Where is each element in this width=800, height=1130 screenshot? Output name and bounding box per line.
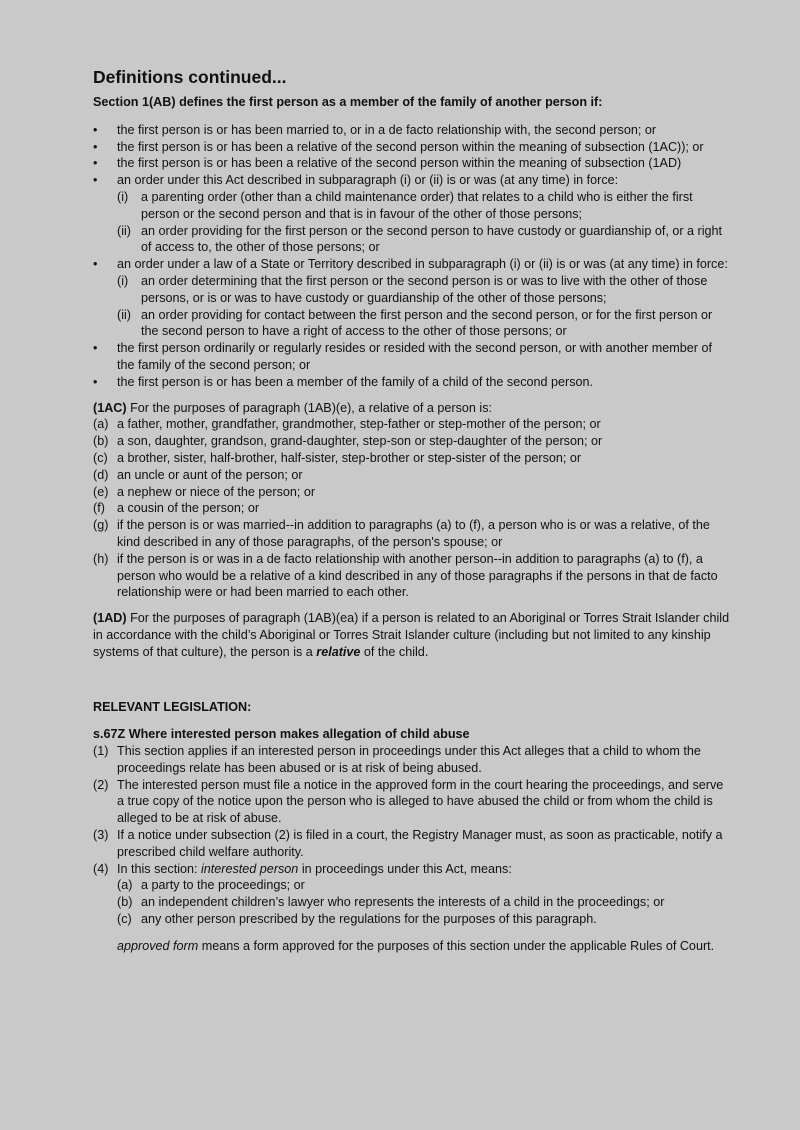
bullet-icon: • xyxy=(93,374,98,389)
sub-list xyxy=(117,273,730,340)
list-item: • an order under this Act described in subparagraph (i) or (ii) is or was (at any time) in force: (i) a parenting order (other than a child maintenance order) that relates to a child who is either the first person or the second person and that is in favour of the other of those persons; (ii) an order providing for the first person or the second person to have custody or guardianship of, or a right of access to, the other of those persons; or xyxy=(93,172,730,256)
list-item: • the first person is or has been a member of the family of a child of the second person. xyxy=(93,374,594,389)
section-1ab-intro: Section 1(AB) defines the first person as a member of the family of another person if: xyxy=(93,95,603,109)
list-item: (e) a nephew or niece of the person; or xyxy=(93,484,316,499)
sub-list-item: (i) a parenting order (other than a child maintenance order) that relates to a child who is either the first person or the second person and that is in favour of the other of those persons; xyxy=(117,189,693,221)
sub-list-item: (i) an order determining that the first person or the second person is or was to live with the other of those persons, or is or was to have custody or guardianship of the other of those persons; xyxy=(117,273,708,305)
s67z-heading: s.67Z Where interested person makes allegation of child abuse xyxy=(93,727,470,742)
sub-list-item: (a) a party to the proceedings; or xyxy=(117,878,305,893)
bullet-icon: • xyxy=(93,139,98,154)
sub-list xyxy=(117,877,730,927)
list-item: (g) if the person is or was married--in addition to paragraphs (a) to (f), a person who is or was a relative, of the kind described in any of those paragraphs, of the person's spouse; or xyxy=(93,518,710,549)
bullet-icon: • xyxy=(93,122,98,137)
family-member-criteria-list xyxy=(93,122,730,391)
list-item: (d) an uncle or aunt of the person; or xyxy=(93,467,303,482)
bullet-icon: • xyxy=(93,156,98,171)
bullet-icon: • xyxy=(93,257,98,272)
page-title: Definitions continued... xyxy=(93,67,287,87)
list-item: • the first person ordinarily or regularly resides or resided with the second person, or with another member of the family of the second person; or xyxy=(93,341,712,372)
list-item: (1) This section applies if an interested person in proceedings under this Act alleges that a child to whom the proceedings relate has been abused or is at risk of being abused. xyxy=(93,744,701,775)
list-item: • the first person is or has been a relative of the second person within the meaning of subsection (1AD) xyxy=(93,156,682,171)
sub-list-item: (ii) an order providing for the first person or the second person to have custody or guardianship of, or a right of access to, the other of those persons; or xyxy=(117,223,723,255)
sub-list xyxy=(117,189,730,256)
list-item: (b) a son, daughter, grandson, grand-daughter, step-son or step-daughter of the person; or xyxy=(93,434,603,449)
list-item: • the first person is or has been a relative of the second person within the meaning of subsection (1AC)); or xyxy=(93,139,704,154)
list-item: (3) If a notice under subsection (2) is filed in a court, the Registry Manager must, as soon as practicable, notify a prescribed child welfare authority. xyxy=(93,828,723,859)
sub-list-item: (c) any other person prescribed by the regulations for the purposes of this paragraph. xyxy=(117,912,597,927)
list-item: • an order under a law of a State or Territory described in subparagraph (i) or (ii) is or was (at any time) in force: (i) an order determining that the first person or the second person is or was to live with the other of those persons, or is or was to have custody or guardianship of the other of those persons; (ii) an order providing for contact between the first person and the second person, or for the first person or the second person to have a right of access to the other of those persons; or xyxy=(93,256,730,340)
list-item: (2) The interested person must file a notice in the approved form in the court hearing the proceedings, and serve a true copy of the notice upon the person who is alleged to have abused the child or from whom the child is alleged to be at risk of abuse. xyxy=(93,777,724,826)
section-1ac-intro: (1AC) For the purposes of paragraph (1AB)(e), a relative of a person is: xyxy=(93,400,492,415)
list-item: (h) if the person is or was in a de facto relationship with another person--in addition to paragraphs (a) to (f), a person who would be a relative of a kind described in any of those paragraphs if the persons in that de facto relationship were or had been married to each other. xyxy=(93,551,718,600)
list-item: • the first person is or has been married to, or in a de facto relationship with, the second person; or xyxy=(93,122,657,137)
section-1ad-paragraph: (1AD) For the purposes of paragraph (1AB)(ea) if a person is related to an Aboriginal or Torres Strait Islander child in accordance with the child’s Aboriginal or Torres Strait Islander culture (including but not limited to any kinship systems of that culture), the person is a relative of the child. xyxy=(93,611,730,659)
relevant-legislation-heading: RELEVANT LEGISLATION: xyxy=(93,699,252,714)
s67z-subsection-list xyxy=(93,743,730,928)
list-item: (4) In this section: interested person in proceedings under this Act, means: (a) a party to the proceedings; or (b) an independent children’s lawyer who represents the interests of a child in the proceedings; or (c) any other person prescribed by the regulations for the purposes of this paragraph. xyxy=(93,861,730,928)
bullet-icon: • xyxy=(93,173,98,188)
list-item: (c) a brother, sister, half-brother, half-sister, step-brother or step-sister of the person; or xyxy=(93,450,582,465)
sub-list-item: (ii) an order providing for contact between the first person and the second person, or for the first person or the second person to have a right of access to the other of those persons; or xyxy=(117,307,713,339)
bullet-icon: • xyxy=(93,341,98,356)
relative-definition-list xyxy=(93,416,730,601)
approved-form-definition: approved form means a form approved for the purposes of this section under the applicable Rules of Court. xyxy=(117,938,715,953)
list-item: (a) a father, mother, grandfather, grandmother, step-father or step-mother of the person; or xyxy=(93,417,601,432)
sub-list-item: (b) an independent children’s lawyer who represents the interests of a child in the proceedings; or xyxy=(117,895,665,910)
list-item: (f) a cousin of the person; or xyxy=(93,501,260,516)
